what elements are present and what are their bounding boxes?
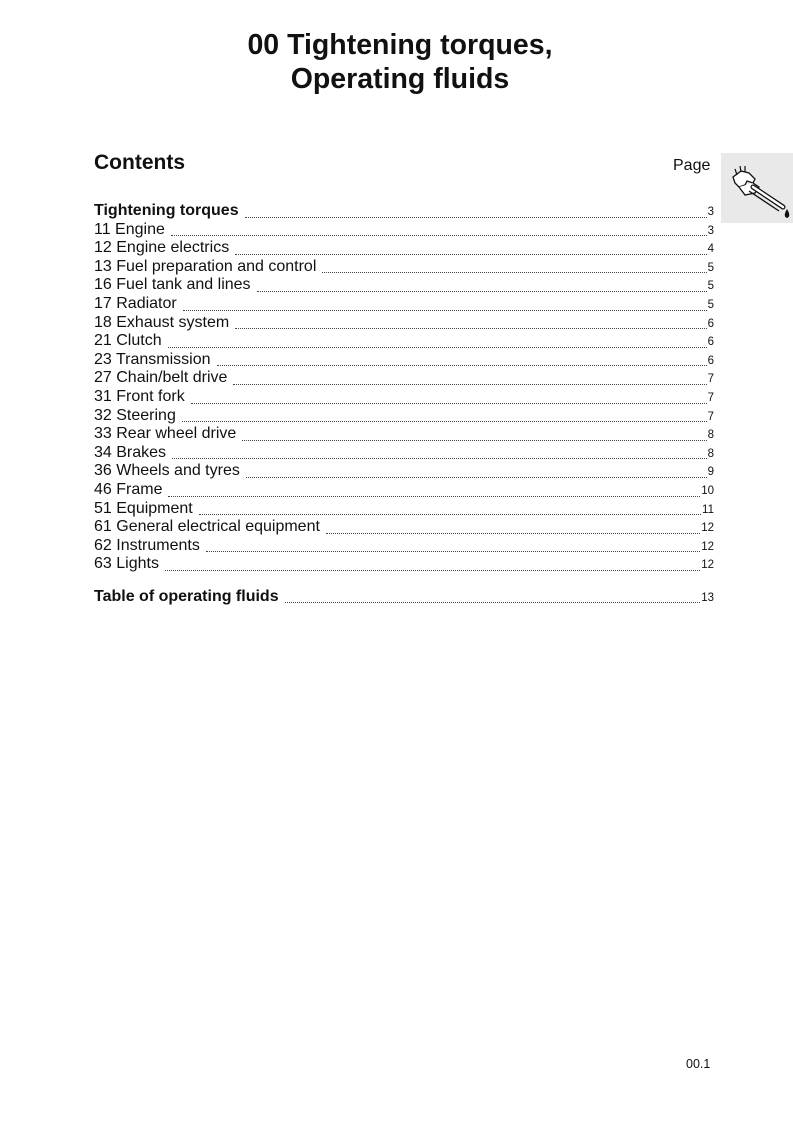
dot-leader	[235, 328, 706, 329]
toc-entry-label: 11 Engine	[94, 220, 165, 238]
toc-entry-page: 10	[701, 484, 714, 497]
toc-entry-label: 16 Fuel tank and lines	[94, 276, 251, 294]
toc-entry[interactable]	[94, 555, 714, 574]
toc-entry-page: 3	[707, 224, 714, 237]
toc-entry-page: 12	[701, 540, 714, 553]
toc-entry[interactable]	[94, 221, 714, 240]
page-title-line-2: Operating fluids	[290, 63, 510, 95]
toc-entry-page: 9	[707, 466, 714, 479]
toc-entry[interactable]	[94, 295, 714, 314]
dot-leader	[182, 421, 707, 422]
toc-entry-label: 21 Clutch	[94, 332, 162, 350]
contents-heading: Contents	[94, 151, 185, 174]
dot-leader	[172, 458, 707, 459]
section-tab	[721, 153, 793, 223]
toc-entry-label: 18 Exhaust system	[94, 313, 230, 331]
toc-entry-label: 51 Equipment	[94, 499, 193, 517]
toc-entry-page: 3	[707, 206, 714, 218]
toc-entry-label: Tightening torques	[94, 202, 239, 219]
toc-entry[interactable]	[94, 202, 714, 221]
toc-entry-page: 8	[707, 429, 714, 442]
page-title-line-1: 00 Tightening torques,	[247, 29, 553, 61]
dot-leader	[322, 272, 706, 273]
toc-entry[interactable]	[94, 588, 714, 607]
toc-entry[interactable]	[94, 537, 714, 556]
dot-leader	[171, 235, 707, 236]
dot-leader	[199, 514, 701, 515]
table-of-contents	[94, 202, 714, 606]
toc-entry-label: 32 Steering	[94, 406, 176, 424]
toc-entry[interactable]	[94, 276, 714, 295]
toc-entry-label: 61 General electrical equipment	[94, 518, 320, 536]
toc-entry-label: 27 Chain/belt drive	[94, 369, 228, 387]
toc-entry-label: 23 Transmission	[94, 350, 211, 368]
page-number: 00.1	[686, 1057, 711, 1071]
toc-entry[interactable]	[94, 258, 714, 277]
toc-entry-page: 6	[707, 317, 714, 330]
dot-leader	[257, 291, 707, 292]
toc-entry[interactable]	[94, 388, 714, 407]
toc-entry[interactable]	[94, 239, 714, 258]
toc-spacer	[94, 574, 714, 588]
toc-entry[interactable]	[94, 369, 714, 388]
toc-entry[interactable]	[94, 518, 714, 537]
dot-leader	[285, 602, 701, 603]
page-column-label: Page	[673, 157, 711, 174]
dot-leader	[168, 496, 700, 497]
toc-entry-page: 4	[707, 243, 714, 256]
toc-entry[interactable]	[94, 500, 714, 519]
toc-entry-page: 7	[707, 391, 714, 404]
toc-entry-label: 62 Instruments	[94, 536, 200, 554]
toc-entry-page: 12	[701, 559, 714, 572]
toc-entry-page: 13	[701, 591, 714, 604]
toc-entry-label: Table of operating fluids	[94, 587, 279, 605]
dot-leader	[326, 533, 700, 534]
toc-entry-page: 11	[702, 503, 714, 516]
hand-wrench-oil-drop-icon	[725, 157, 791, 221]
toc-entry-page: 5	[707, 261, 714, 274]
dot-leader	[242, 440, 706, 441]
toc-entry-label: 34 Brakes	[94, 443, 167, 461]
toc-entry-label: 12 Engine electrics	[94, 239, 230, 257]
toc-entry-page: 7	[707, 373, 714, 386]
toc-entry[interactable]	[94, 314, 714, 333]
toc-entry-page: 6	[707, 354, 714, 367]
toc-entry-label: 17 Radiator	[94, 294, 177, 312]
dot-leader	[245, 217, 707, 218]
dot-leader	[246, 477, 707, 478]
dot-leader	[235, 254, 706, 255]
toc-entry[interactable]	[94, 444, 714, 463]
dot-leader	[183, 310, 707, 311]
toc-entry-label: 31 Front fork	[94, 387, 185, 405]
toc-entry[interactable]	[94, 462, 714, 481]
toc-entry-label: 63 Lights	[94, 555, 159, 573]
toc-entry-label: 33 Rear wheel drive	[94, 425, 237, 443]
dot-leader	[206, 551, 700, 552]
toc-entry[interactable]	[94, 351, 714, 370]
toc-entry-page: 8	[707, 447, 714, 460]
toc-entry-page: 5	[707, 280, 714, 293]
toc-entry-label: 13 Fuel preparation and control	[94, 257, 317, 275]
toc-entry-page: 6	[707, 336, 714, 349]
toc-entry-page: 12	[701, 522, 714, 535]
dot-leader	[165, 570, 700, 571]
toc-entry-label: 36 Wheels and tyres	[94, 462, 240, 480]
dot-leader	[168, 347, 707, 348]
toc-entry-page: 5	[707, 298, 714, 311]
toc-entry[interactable]	[94, 407, 714, 426]
toc-entry-label: 46 Frame	[94, 480, 163, 498]
toc-entry-page: 7	[707, 410, 714, 423]
dot-leader	[233, 384, 706, 385]
toc-entry[interactable]	[94, 481, 714, 500]
dot-leader	[217, 365, 707, 366]
toc-entry[interactable]	[94, 425, 714, 444]
dot-leader	[191, 403, 707, 404]
page-title	[0, 28, 793, 96]
toc-entry[interactable]	[94, 332, 714, 351]
